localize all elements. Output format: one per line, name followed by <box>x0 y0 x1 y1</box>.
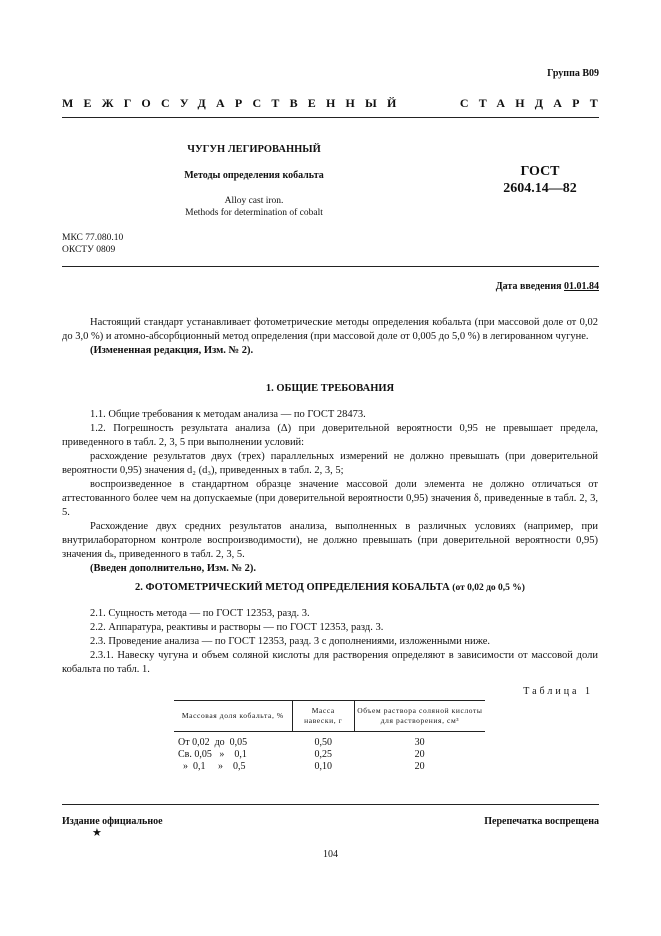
table-1 <box>174 700 485 773</box>
table-cell: 0,25 <box>314 749 333 760</box>
section-1-amendment: (Введен дополнительно, Изм. № 2). <box>90 563 257 574</box>
table-row <box>174 732 485 750</box>
english-title-line-1: Alloy cast iron. <box>224 196 284 206</box>
clause-1-2: 1.2. Погрешность результата анализа (Δ) при доверительной вероятности 0,95 не превышает предела, приведенного в табл. 2, 3, 5 при выполнении условий: <box>62 423 598 448</box>
table-row <box>174 749 485 761</box>
codes-rule <box>62 266 599 267</box>
interstate-word: МЕЖГОСУДАРСТВЕННЫЙ <box>62 96 407 110</box>
document-subtitle: Методы определения кобальта <box>184 170 324 181</box>
table-cell: 20 <box>414 749 425 760</box>
table-cell: 20 <box>414 761 425 772</box>
intro-amendment: (Измененная редакция, Изм. № 2). <box>90 345 254 356</box>
reprint-prohibited-note: Перепечатка воспрещена <box>484 816 599 827</box>
table-cell: Св. 0,05 » 0,1 <box>178 749 247 760</box>
gost-designation <box>470 163 610 197</box>
page-number: 104 <box>323 849 338 860</box>
clause-2-3-1: 2.3.1. Навеску чугуна и объем соляной кислоты для растворения определяют в зависимости от массовой доли кобальта по табл. 1. <box>62 650 598 675</box>
table-header-cell: Объем раствора соляной кислоты для растворения, см³ <box>354 701 485 732</box>
footer-rule <box>62 804 599 805</box>
clause-1-2-condition-b: воспроизведенное в стандартном образце значение массовой доли элемента не должно отличаться от аттестованного более чем на допускаемые (при доверительной вероятности 0,95) значения δ, приведенные в табл. 2, 3, 5. <box>62 479 598 518</box>
clause-1-2-condition-a: расхождение результатов двух (трех) параллельных измерений не должно превышать (при доверительной вероятности 0,95) значения d₂ (d₃), приведенных в табл. 2, 3, 5; <box>62 451 598 476</box>
okstu-code: ОКСТУ 0809 <box>62 245 116 255</box>
english-title-line-2: Methods for determination of cobalt <box>185 208 323 218</box>
document-title: ЧУГУН ЛЕГИРОВАННЫЙ <box>187 144 321 155</box>
table-header-cell: Масса навески, г <box>292 701 354 732</box>
section-2-body <box>62 607 598 677</box>
section-2-title-range: (от 0,02 до 0,5 %) <box>452 583 525 593</box>
table-cell: 30 <box>414 737 425 748</box>
table-cell: » 0,1 » 0,5 <box>178 761 246 772</box>
official-edition-note: Издание официальное <box>62 816 163 827</box>
table-row <box>174 761 485 773</box>
clause-1-2-reproducibility: Расхождение двух средних результатов анализа, выполненных в различных условиях (например, при внутрилабораторном контроле воспроизводимости), не должно превышать (при доверительной вероятности 0,95) значения dₖ, приведенного в табл. 2, 3, 5. <box>62 521 598 560</box>
intro-block <box>62 316 598 358</box>
standard-word: СТАНДАРТ <box>459 96 608 110</box>
star-icon: ★ <box>92 827 102 839</box>
effective-date-value: 01.01.84 <box>564 281 599 292</box>
effective-date <box>496 281 599 292</box>
section-1-body <box>62 408 598 576</box>
clause-2-3: 2.3. Проведение анализа — по ГОСТ 12353, разд. 3 с дополнениями, изложенными ниже. <box>90 636 491 647</box>
section-2-title <box>62 582 598 593</box>
intro-paragraph: Настоящий стандарт устанавливает фотометрические методы определения кобальта (при массовой доле от 0,02 до 3,0 %) и атомно-абсорбционный метод определения (при массовой доле от 0,005 до 5,0 %) в легированном чугуне. <box>62 317 598 342</box>
mks-code: МКС 77.080.10 <box>62 233 124 243</box>
classification-codes <box>62 232 123 256</box>
clause-2-1: 2.1. Сущность метода — по ГОСТ 12353, разд. 3. <box>90 608 310 619</box>
effective-date-label: Дата введения <box>495 281 562 292</box>
section-2-title-text: 2. ФОТОМЕТРИЧЕСКИЙ МЕТОД ОПРЕДЕЛЕНИЯ КОБАЛЬТА <box>135 582 450 593</box>
table-header-row <box>174 701 485 732</box>
gost-number: 2604.14—82 <box>503 181 577 196</box>
table-header-cell: Массовая доля кобальта, % <box>174 701 292 732</box>
clause-1-1: 1.1. Общие требования к методам анализа — по ГОСТ 28473. <box>90 409 366 420</box>
header-rule <box>62 117 599 118</box>
table-cell: 0,10 <box>314 761 333 772</box>
section-1-title: 1. ОБЩИЕ ТРЕБОВАНИЯ <box>265 383 395 394</box>
gost-label: ГОСТ <box>520 164 560 179</box>
group-code: Группа В09 <box>547 68 599 79</box>
table-cell: От 0,02 до 0,05 <box>178 737 248 748</box>
table-cell: 0,50 <box>314 737 333 748</box>
clause-2-2: 2.2. Аппаратура, реактивы и растворы — по ГОСТ 12353, разд. 3. <box>90 622 384 633</box>
table-1-caption: Таблица 1 <box>523 686 593 697</box>
